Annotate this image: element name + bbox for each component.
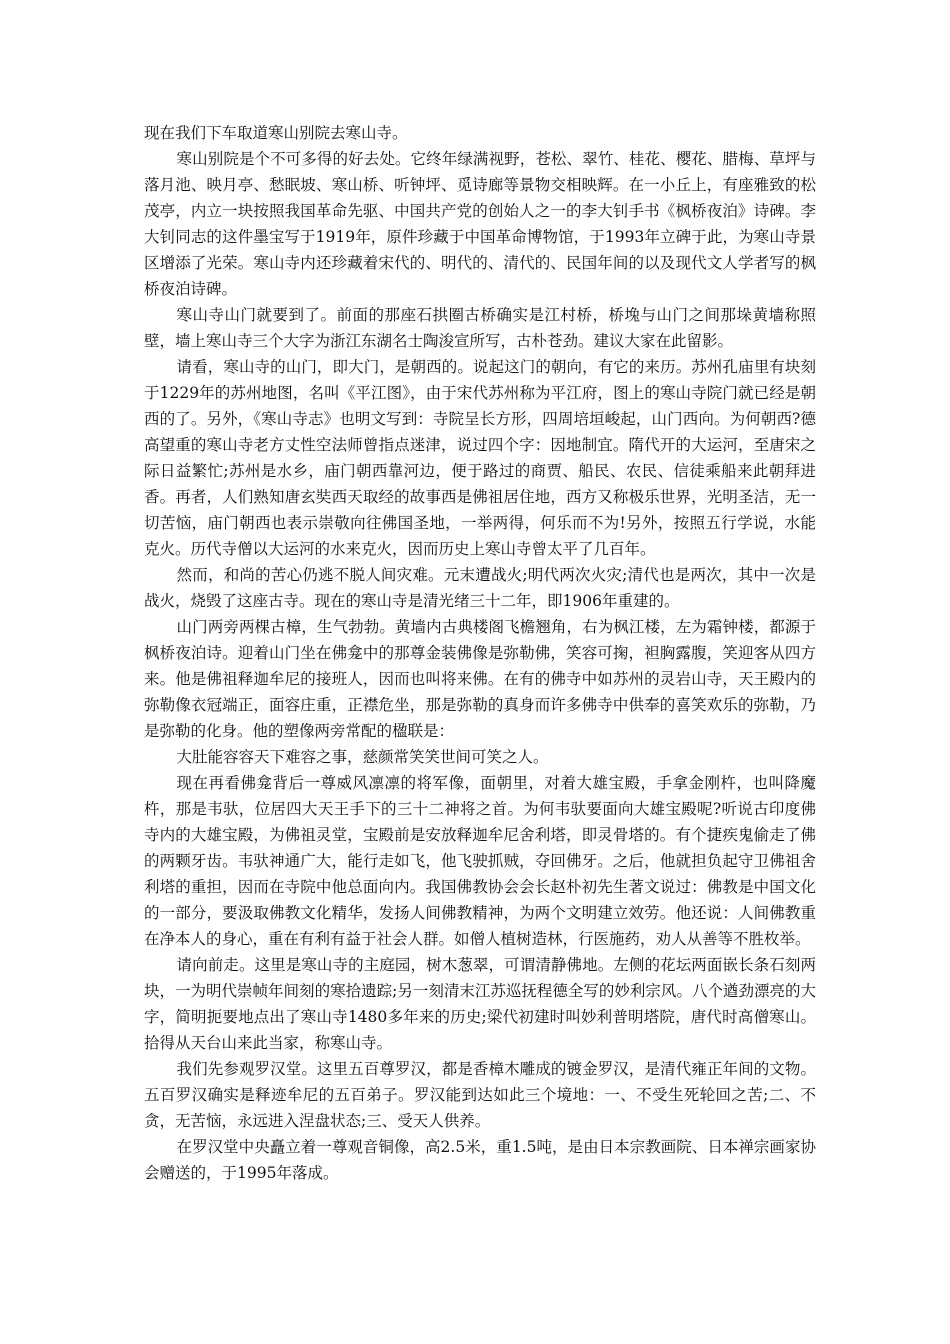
document-body bbox=[144, 120, 816, 1186]
paragraph-fires: 然而，和尚的苦心仍逃不脱人间灾难。元末遭战火;明代两次火灾;清代也是两次，其中一次是战火，烧毁了这座古寺。现在的寒山寺是清光绪三十二年，即1906年重建的。 bbox=[144, 566, 816, 610]
paragraph-intro: 现在我们下车取道寒山别院去寒山寺。 bbox=[144, 124, 408, 142]
paragraph-maitreya: 山门两旁两棵古樟，生气勃勃。黄墙内古典楼阁飞檐翘角，右为枫江楼，左为霜钟楼，都源于枫桥夜泊诗。迎着山门坐在佛龛中的那尊金装佛像是弥勒佛，笑容可掬，袒胸露腹，笑迎客从四方来。他是佛祖释迦牟尼的接班人，因而也叫将来佛。在有的佛寺中如苏州的灵岩山寺，天王殿内的弥勒像衣冠端正，面容庄重，正襟危坐，那是弥勒的真身而许多佛寺中供奉的喜笑欢乐的弥勒，乃是弥勒的化身。他的塑像两旁常配的楹联是： bbox=[144, 618, 816, 740]
paragraph-shanmen: 寒山寺山门就要到了。前面的那座石拱圈古桥确实是江村桥，桥堍与山门之间那垛黄墙称照壁，墙上寒山寺三个大字为浙江东湖名士陶浚宣所写，古朴苍劲。建议大家在此留影。 bbox=[144, 306, 816, 350]
paragraph-weituo: 现在再看佛龛背后一尊威风凛凛的将军像，面朝里，对着大雄宝殿，手拿金刚杵，也叫降魔杵，那是韦驮，位居四大天王手下的三十二神将之首。为何韦驮要面向大雄宝殿呢?听说古印度佛寺内的大雄宝殿，为佛祖灵堂，宝殿前是安放释迦牟尼舍利塔，即灵骨塔的。有个捷疾鬼偷走了佛的两颗牙齿。韦驮神通广大，能行走如飞，他飞驶抓贼，夺回佛牙。之后，他就担负起守卫佛祖舍利塔的重担，因而在寺院中他总面向内。我国佛教协会会长赵朴初先生著文说过：佛教是中国文化的一部分，要汲取佛教文化精华，发扬人间佛教精神，为两个文明建立效劳。他还说：人间佛教重在净本人的身心，重在有利有益于社会人群。如僧人植树造林，行医施药，劝人从善等不胜枚举。 bbox=[144, 774, 816, 948]
paragraph-main-courtyard: 请向前走。这里是寒山寺的主庭园，树木葱翠，可谓清静佛地。左侧的花坛两面嵌长条石刻两块，一为明代崇帧年间刻的寒拾遗踪;另一刻清末江苏巡抚程德全写的妙利宗风。八个遒劲漂亮的大字，简明扼要地点出了寒山寺1480多年来的历史;梁代初建时叫妙利普明塔院，唐代时高僧寒山。拾得从天台山来此当家，称寒山寺。 bbox=[144, 956, 816, 1052]
paragraph-arhat-hall: 我们先参观罗汉堂。这里五百尊罗汉，都是香樟木雕成的镀金罗汉，是清代雍正年间的文物。五百罗汉确实是释迹牟尼的五百弟子。罗汉能到达如此三个境地：一、不受生死轮回之苦;二、不贪，无苦恼，永远进入涅盘状态;三、受天人供养。 bbox=[144, 1060, 816, 1130]
paragraph-hanshan-bieyuan: 寒山别院是个不可多得的好去处。它终年绿满视野，苍松、翠竹、桂花、樱花、腊梅、草坪与落月池、映月亭、愁眠坡、寒山桥、听钟坪、觅诗廊等景物交相映辉。在一小丘上，有座雅致的松茂亭，内立一块按照我国革命先驱、中国共产党的创始人之一的李大钊手书《枫桥夜泊》诗碑。李大钊同志的这件墨宝写于1919年，原件珍藏于中国革命博物馆，于1993年立碑于此，为寒山寺景区增添了光荣。寒山寺内还珍藏着宋代的、明代的、清代的、民国年间的以及现代文人学者写的枫桥夜泊诗碑。 bbox=[144, 150, 816, 298]
paragraph-guanyin-statue: 在罗汉堂中央矗立着一尊观音铜像，高2.5米，重1.5吨，是由日本宗教画院、日本禅宗画家协会赠送的，于1995年落成。 bbox=[144, 1138, 816, 1182]
paragraph-west-facing-gate: 请看，寒山寺的山门，即大门，是朝西的。说起这门的朝向，有它的来历。苏州孔庙里有块刻于1229年的苏州地图，名叫《平江图》，由于宋代苏州称为平江府，图上的寒山寺院门就已经是朝西的了。另外，《寒山寺志》也明文写到：寺院呈长方形，四周培垣峻起，山门西向。为何朝西?德高望重的寒山寺老方丈性空法师曾指点迷津，说过四个字：因地制宜。隋代开的大运河，至唐宋之际日益繁忙;苏州是水乡，庙门朝西靠河边，便于路过的商贾、船民、农民、信徒乘船来此朝拜进香。再者，人们熟知唐玄奘西天取经的故事西是佛祖居住地，西方又称极乐世界，光明圣洁，无一切苦恼，庙门朝西也表示崇敬向往佛国圣地，一举两得，何乐而不为!另外，按照五行学说，水能克火。历代寺僧以大运河的水来克火，因而历史上寒山寺曾太平了几百年。 bbox=[144, 358, 816, 558]
paragraph-couplet: 大肚能容容天下难容之事，慈颜常笑笑世间可笑之人。 bbox=[176, 748, 549, 766]
